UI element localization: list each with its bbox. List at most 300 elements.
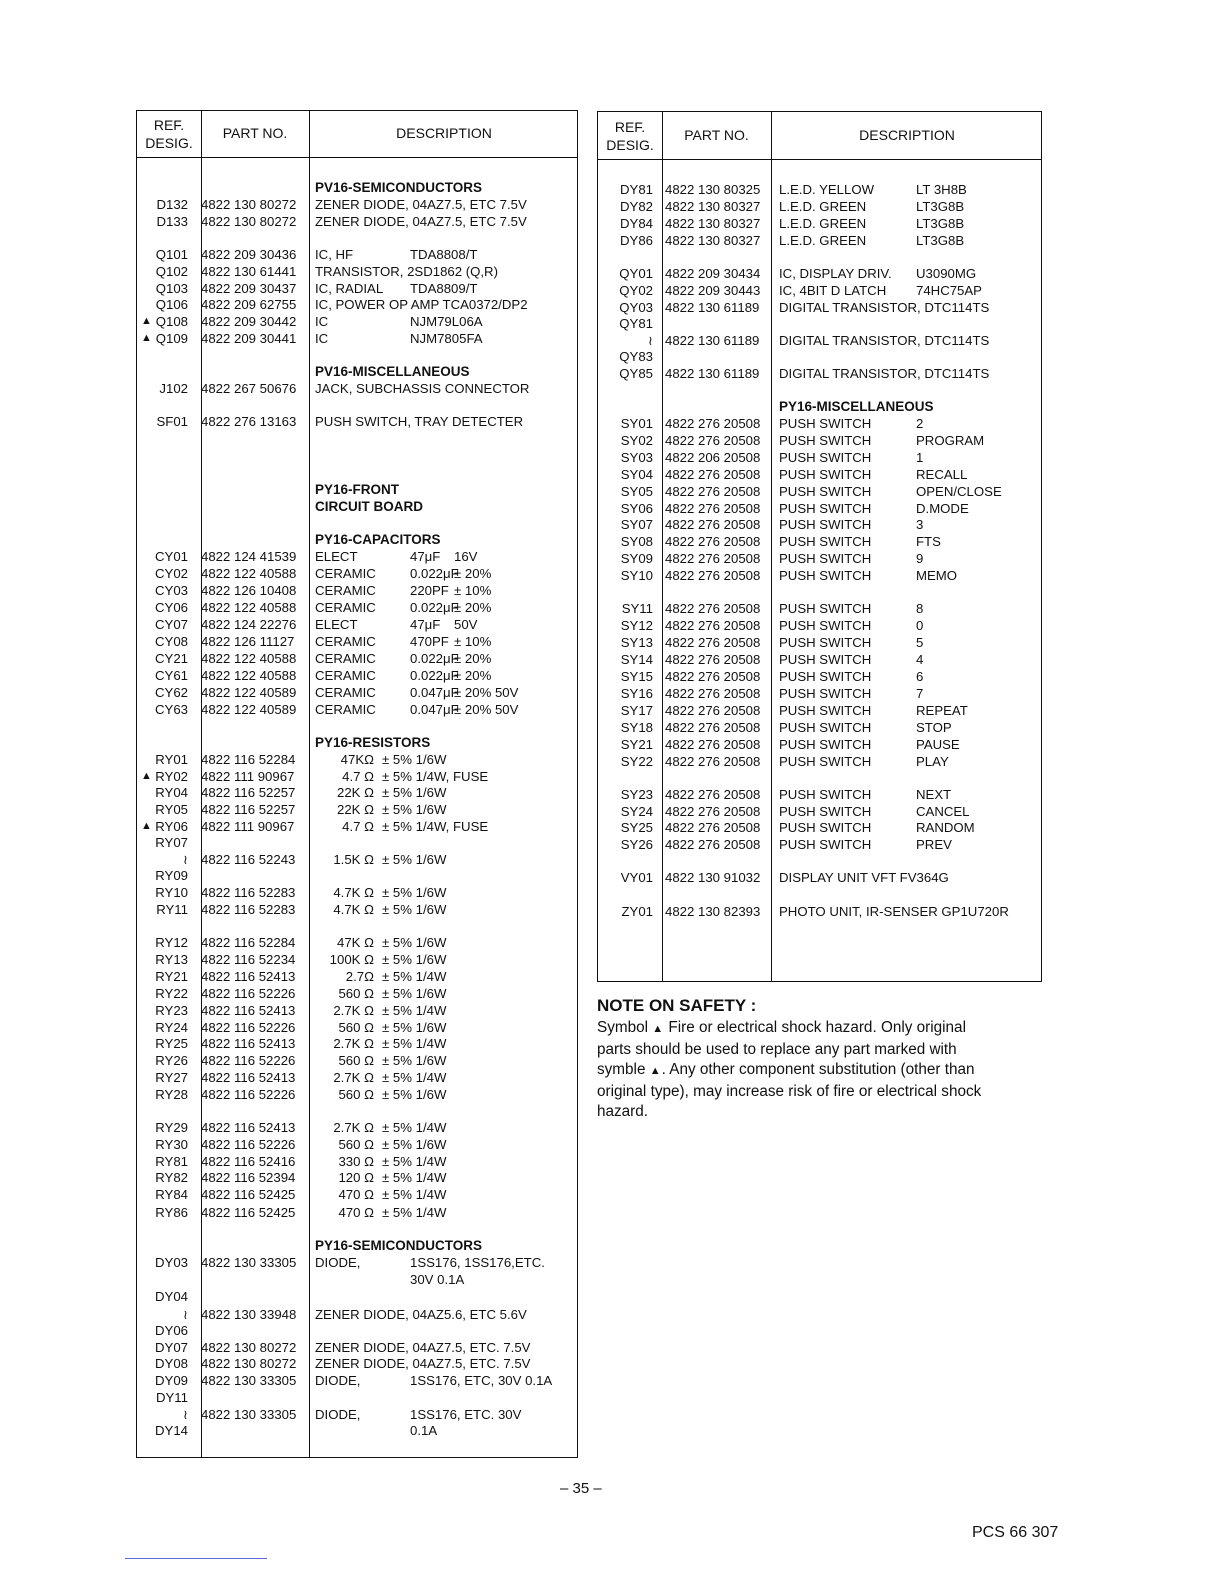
part-number: 4822 122 40588	[201, 600, 297, 615]
note-title: NOTE ON SAFETY :	[597, 996, 757, 1015]
ref-desig: RY21	[155, 969, 188, 984]
part-number: 4822 116 52413	[201, 1070, 296, 1085]
tolerance-rating: ± 5% 1/6W	[382, 852, 447, 867]
tolerance-rating: ± 5% 1/6W	[382, 1137, 447, 1152]
resistance-value: 100K Ω	[329, 952, 374, 967]
resistance-value: 4.7K Ω	[333, 902, 374, 917]
section-title: PY16-CAPACITORS	[315, 532, 441, 547]
header-part-no: PART NO.	[222, 125, 288, 141]
part-number: 4822 130 80272	[201, 214, 297, 229]
ref-desig: ≀	[183, 1307, 188, 1322]
tolerance-rating: ± 5% 1/4W	[382, 1205, 447, 1220]
ref-desig: ≀	[648, 333, 653, 348]
description-value: 1SS176, 1SS176,ETC.	[410, 1255, 545, 1270]
description: L.E.D. YELLOW	[779, 182, 875, 197]
part-number: 4822 116 52413	[201, 969, 296, 984]
ref-desig: DY84	[620, 216, 653, 231]
description-value: 2	[916, 416, 924, 431]
part-number: 4822 276 20508	[665, 686, 761, 701]
part-number: 4822 122 40588	[201, 566, 297, 581]
description: IC	[315, 314, 329, 329]
description-value: TDA8808/T	[410, 247, 478, 262]
description-value: OPEN/CLOSE	[916, 484, 1002, 499]
table-row	[0, 753, 1224, 770]
ref-desig: CY61	[155, 668, 188, 683]
description-value: 0.022μF	[410, 651, 459, 666]
table-row	[0, 265, 1224, 282]
ref-desig: RY23	[155, 1003, 188, 1018]
ref-desig: CY06	[155, 600, 188, 615]
ref-desig: DY81	[620, 182, 653, 197]
description: CERAMIC	[315, 566, 376, 581]
ref-desig: RY09	[155, 868, 188, 883]
resistance-value: 560 Ω	[338, 1137, 374, 1152]
part-number: 4822 130 80327	[665, 216, 761, 231]
description-rating: ± 20%	[454, 600, 492, 615]
description-value: 1SS176, ETC. 30V	[410, 1407, 522, 1422]
tolerance-rating: ± 5% 1/6W	[382, 1020, 447, 1035]
part-number: 4822 116 52257	[201, 802, 296, 817]
table-row	[0, 600, 1224, 617]
description: PUSH SWITCH	[779, 652, 872, 667]
description-value: D.MODE	[916, 501, 969, 516]
table-row	[0, 533, 1224, 550]
table-row	[0, 1355, 1224, 1372]
ref-desig: Q103	[155, 281, 188, 296]
table-row	[0, 567, 1224, 584]
bottom-underline	[125, 1558, 267, 1559]
ref-desig: DY06	[155, 1323, 188, 1338]
section-title: PY16-FRONT	[315, 482, 400, 497]
table-row	[0, 819, 1224, 836]
tolerance-rating: ± 5% 1/4W, FUSE	[382, 769, 489, 784]
ref-desig: QY81	[619, 316, 653, 331]
description: IC, 4BIT D LATCH	[779, 283, 887, 298]
header-part-no: PART NO.	[684, 127, 749, 143]
part-number: 4822 116 52226	[201, 1087, 296, 1102]
ref-desig: DY07	[155, 1340, 188, 1355]
description-value: 0.022μF	[410, 600, 459, 615]
resistance-value: 560 Ω	[338, 1020, 374, 1035]
description: IC	[315, 331, 329, 346]
ref-desig: SY09	[620, 551, 653, 566]
table-row	[0, 365, 1224, 382]
table-row	[0, 181, 1224, 198]
part-number: 4822 116 52413	[201, 1003, 296, 1018]
part-number: 4822 130 80272	[201, 1356, 297, 1371]
table-row	[0, 198, 1224, 215]
description-rating: ± 20%	[454, 566, 492, 581]
ref-desig: RY01	[155, 752, 188, 767]
description: IC, RADIAL	[315, 281, 384, 296]
ref-desig: QY01	[619, 266, 653, 281]
table-row	[0, 550, 1224, 567]
table-row	[0, 668, 1224, 685]
description: PUSH SWITCH	[779, 467, 872, 482]
resistance-value: 470 Ω	[338, 1205, 374, 1220]
ref-desig: SY21	[620, 737, 653, 752]
part-number: 4822 276 20508	[665, 467, 761, 482]
part-number: 4822 276 20508	[665, 501, 761, 516]
description: DISPLAY UNIT VFT FV364G	[779, 870, 949, 885]
part-number: 4822 276 20508	[665, 737, 761, 752]
description-value: 0.1A	[410, 1423, 438, 1438]
description: ZENER DIODE, 04AZ7.5, ETC. 7.5V	[315, 1340, 531, 1355]
resistance-value: 330 Ω	[338, 1154, 374, 1169]
ref-desig: DY08	[155, 1356, 188, 1371]
section-title: PY16-SEMICONDUCTORS	[315, 1238, 483, 1253]
table-row	[0, 1169, 1224, 1186]
part-number: 4822 276 20508	[665, 787, 761, 802]
table-row	[0, 1288, 1224, 1305]
description-value: PROGRAM	[916, 433, 985, 448]
ref-desig: SY26	[620, 837, 653, 852]
table-row	[0, 348, 1224, 365]
description: PUSH SWITCH, TRAY DETECTER	[315, 414, 524, 429]
ref-desig: RY82	[155, 1170, 188, 1185]
part-number: 4822 276 20508	[665, 754, 761, 769]
part-number: 4822 276 20508	[665, 703, 761, 718]
tolerance-rating: ± 5% 1/6W	[382, 902, 447, 917]
table-row	[0, 1271, 1224, 1288]
table-row	[0, 736, 1224, 753]
ref-desig: CY07	[155, 617, 188, 632]
part-number: 4822 209 30434	[665, 266, 761, 281]
part-number: 4822 267 50676	[201, 381, 297, 396]
section-title: PY16-MISCELLANEOUS	[779, 399, 934, 414]
description: PUSH SWITCH	[779, 804, 872, 819]
description: IC, POWER OP AMP TCA0372/DP2	[315, 297, 528, 312]
description: L.E.D. GREEN	[779, 233, 867, 248]
table-row	[0, 232, 1224, 249]
part-number: 4822 130 61441	[201, 264, 297, 279]
tolerance-rating: ± 5% 1/6W	[382, 952, 447, 967]
table-row	[0, 1136, 1224, 1153]
warning-triangle-icon: ▲	[649, 1065, 661, 1077]
table-row	[0, 500, 1224, 517]
part-number: 4822 130 82393	[665, 904, 761, 919]
part-number: 4822 130 61189	[665, 300, 760, 315]
resistance-value: 470 Ω	[338, 1187, 374, 1202]
description-value: NEXT	[916, 787, 952, 802]
part-number: 4822 209 30442	[201, 314, 297, 329]
resistance-value: 22K Ω	[337, 802, 374, 817]
ref-desig: RY22	[155, 986, 188, 1001]
description-value: RANDOM	[916, 820, 975, 835]
description: DIODE,	[315, 1373, 361, 1388]
description: PUSH SWITCH	[779, 551, 872, 566]
ref-desig: RY06	[155, 819, 188, 834]
description-value: 1SS176, ETC, 30V 0.1A	[410, 1373, 553, 1388]
section-title: PV16-MISCELLANEOUS	[315, 364, 470, 379]
warning-triangle-icon: ▲	[652, 1023, 664, 1035]
ref-desig: CY01	[155, 549, 188, 564]
description-value: 0.022μF	[410, 668, 459, 683]
description: PUSH SWITCH	[779, 534, 872, 549]
part-number: 4822 276 20508	[665, 433, 761, 448]
ref-desig: CY03	[155, 583, 188, 598]
description: PUSH SWITCH	[779, 820, 872, 835]
description: DIGITAL TRANSISTOR, DTC114TS	[779, 333, 990, 348]
part-number: 4822 116 52234	[201, 952, 296, 967]
table-row	[0, 1254, 1224, 1271]
description-value: 47μF	[410, 549, 441, 564]
table-row	[0, 1372, 1224, 1389]
table-row	[0, 1422, 1224, 1439]
description-value: LT 3H8B	[916, 182, 967, 197]
ref-desig: RY11	[156, 902, 188, 917]
tolerance-rating: ± 5% 1/4W, FUSE	[382, 819, 489, 834]
section-title: CIRCUIT BOARD	[315, 499, 423, 514]
ref-desig: ≀	[183, 852, 188, 867]
part-number: 4822 276 20508	[665, 618, 761, 633]
ref-desig: SY03	[620, 450, 653, 465]
part-number: 4822 130 33305	[201, 1255, 297, 1270]
description-value: 0	[916, 618, 924, 633]
description: DIODE,	[315, 1407, 361, 1422]
description-value: CANCEL	[916, 804, 970, 819]
part-number: 4822 130 33305	[201, 1407, 297, 1422]
ref-desig: SY18	[620, 720, 653, 735]
ref-desig: SY10	[620, 568, 653, 583]
ref-desig: SY22	[620, 754, 653, 769]
description: CERAMIC	[315, 685, 376, 700]
resistance-value: 2.7K Ω	[333, 1003, 374, 1018]
part-number: 4822 116 52226	[201, 1053, 296, 1068]
ref-desig: SY14	[620, 652, 653, 667]
part-number: 4822 130 80327	[665, 233, 761, 248]
ref-desig: DY09	[155, 1373, 188, 1388]
description-value: LT3G8B	[916, 216, 965, 231]
part-number: 4822 126 11127	[201, 634, 295, 649]
description: PUSH SWITCH	[779, 484, 872, 499]
part-number: 4822 122 40589	[201, 702, 297, 717]
part-number: 4822 116 52425	[201, 1187, 296, 1202]
resistance-value: 4.7K Ω	[333, 885, 374, 900]
description: PUSH SWITCH	[779, 501, 872, 516]
ref-desig: D132	[156, 197, 188, 212]
table-row	[0, 449, 1224, 466]
ref-desig: RY26	[155, 1053, 188, 1068]
ref-desig: RY25	[155, 1036, 188, 1051]
ref-desig: QY03	[619, 300, 653, 315]
section-title: PY16-RESISTORS	[315, 735, 431, 750]
description: DIODE,	[315, 1255, 361, 1270]
description: PHOTO UNIT, IR-SENSER GP1U720R	[779, 904, 1009, 919]
description: ELECT	[315, 617, 358, 632]
part-number: 4822 276 13163	[201, 414, 297, 429]
resistance-value: 560 Ω	[338, 1087, 374, 1102]
resistance-value: 560 Ω	[338, 986, 374, 1001]
resistance-value: 47K Ω	[337, 935, 374, 950]
part-number: 4822 130 91032	[665, 870, 761, 885]
ref-desig: SY12	[620, 618, 653, 633]
resistance-value: 22K Ω	[337, 785, 374, 800]
description-rating: ± 20% 50V	[454, 685, 519, 700]
description: PUSH SWITCH	[779, 737, 872, 752]
tolerance-rating: ± 5% 1/6W	[382, 885, 447, 900]
table-row	[0, 516, 1224, 533]
ref-desig: RY24	[155, 1020, 188, 1035]
description: ZENER DIODE, 04AZ5.6, ETC 5.6V	[315, 1307, 527, 1322]
resistance-value: 2.7K Ω	[333, 1070, 374, 1085]
part-number: 4822 122 40589	[201, 685, 297, 700]
ref-desig: RY02	[155, 769, 188, 784]
header-description: DESCRIPTION	[859, 127, 955, 143]
resistance-value: 2.7Ω	[345, 969, 374, 984]
table-row	[0, 786, 1224, 803]
part-number: 4822 130 33948	[201, 1307, 297, 1322]
table-row	[0, 483, 1224, 500]
description: IC, HF	[315, 247, 354, 262]
description-rating: ± 20% 50V	[454, 702, 519, 717]
page-number: – 35 –	[560, 1480, 602, 1497]
header-divider	[137, 157, 577, 158]
part-number: 4822 209 30443	[665, 283, 761, 298]
part-number: 4822 130 80272	[201, 197, 297, 212]
description-value: 0.047μF	[410, 702, 459, 717]
tolerance-rating: ± 5% 1/4W	[382, 1170, 447, 1185]
section-heading	[0, 1237, 1224, 1254]
ref-desig: SY25	[620, 820, 653, 835]
resistance-value: 2.7K Ω	[333, 1120, 374, 1135]
description-value: STOP	[916, 720, 952, 735]
ref-desig: QY83	[619, 349, 653, 364]
table-row	[0, 1204, 1224, 1221]
description: ZENER DIODE, 04AZ7.5, ETC 7.5V	[315, 214, 527, 229]
part-number: 4822 116 52425	[201, 1205, 296, 1220]
part-number: 4822 276 20508	[665, 669, 761, 684]
warning-triangle-icon: ▲	[141, 315, 152, 327]
note-body: Symbol ▲ Fire or electrical shock hazard. Only original parts should be used to replace any part marked with symble ▲. Any other component substitution (other than original type), may increase risk of fire or electrical shock hazard.	[597, 1019, 982, 1120]
ref-desig: RY13	[155, 952, 188, 967]
description-value: 5	[916, 635, 924, 650]
description: CERAMIC	[315, 634, 376, 649]
description-rating: ± 10%	[454, 583, 492, 598]
ref-desig: SY08	[620, 534, 653, 549]
header-description: DESCRIPTION	[396, 125, 492, 141]
ref-desig: SY04	[620, 467, 653, 482]
table-row	[0, 282, 1224, 299]
warning-triangle-icon: ▲	[141, 332, 152, 344]
table-row	[0, 803, 1224, 820]
part-number: 4822 116 52283	[201, 902, 296, 917]
description: CERAMIC	[315, 668, 376, 683]
description-value: TDA8809/T	[410, 281, 478, 296]
part-number: 4822 116 52257	[201, 785, 296, 800]
table-row	[0, 617, 1224, 634]
ref-desig: RY27	[155, 1070, 188, 1085]
header-ref-desig: REF. DESIG.	[145, 117, 193, 151]
description-value: 9	[916, 551, 924, 566]
description: PUSH SWITCH	[779, 754, 872, 769]
part-number: 4822 276 20508	[665, 568, 761, 583]
resistance-value: 1.5K Ω	[333, 852, 374, 867]
resistance-value: 4.7 Ω	[342, 819, 374, 834]
description-value: 3	[916, 517, 924, 532]
part-number: 4822 124 22276	[201, 617, 297, 632]
part-number: 4822 276 20508	[665, 720, 761, 735]
description-value: 8	[916, 601, 924, 616]
ref-desig: DY03	[155, 1255, 188, 1270]
ref-desig: SY02	[620, 433, 653, 448]
description: PUSH SWITCH	[779, 837, 872, 852]
table-row	[0, 1186, 1224, 1203]
part-number: 4822 206 20508	[665, 450, 761, 465]
description: PUSH SWITCH	[779, 618, 872, 633]
description-value: 7	[916, 686, 924, 701]
description: PUSH SWITCH	[779, 720, 872, 735]
part-number: 4822 276 20508	[665, 820, 761, 835]
description-rating: 50V	[454, 617, 478, 632]
description: PUSH SWITCH	[779, 635, 872, 650]
table-row	[0, 719, 1224, 736]
description: TRANSISTOR, 2SD1862 (Q,R)	[315, 264, 498, 279]
ref-desig: QY85	[619, 366, 653, 381]
ref-desig: DY82	[620, 199, 653, 214]
ref-desig: ≀	[183, 1407, 188, 1422]
part-number: 4822 130 33305	[201, 1373, 297, 1388]
description-value: LT3G8B	[916, 233, 965, 248]
part-number: 4822 116 52226	[201, 1137, 296, 1152]
table-row	[0, 415, 1224, 432]
part-number: 4822 111 90967	[201, 819, 295, 834]
description: PUSH SWITCH	[779, 686, 872, 701]
description: L.E.D. GREEN	[779, 199, 867, 214]
ref-desig: DY86	[620, 233, 653, 248]
part-number: 4822 130 80272	[201, 1340, 297, 1355]
description: CERAMIC	[315, 651, 376, 666]
description-value: 6	[916, 669, 924, 684]
ref-desig: SY07	[620, 517, 653, 532]
header-divider	[598, 159, 1041, 160]
description: IC, DISPLAY DRIV.	[779, 266, 892, 281]
description-rating: ± 10%	[454, 634, 492, 649]
description-rating: ± 20%	[454, 668, 492, 683]
part-number: 4822 276 20508	[665, 517, 761, 532]
ref-desig: ZY01	[621, 904, 653, 919]
ref-desig: Q109	[155, 331, 188, 346]
tolerance-rating: ± 5% 1/4W	[382, 969, 447, 984]
resistance-value: 47KΩ	[340, 752, 374, 767]
ref-desig: Q106	[155, 297, 188, 312]
ref-desig: VY01	[620, 870, 653, 885]
part-number: 4822 122 40588	[201, 668, 297, 683]
table-row	[0, 1153, 1224, 1170]
tolerance-rating: ± 5% 1/4W	[382, 1187, 447, 1202]
description-value: RECALL	[916, 467, 968, 482]
header-ref-desig: REF. DESIG.	[606, 119, 654, 153]
ref-desig: DY11	[155, 1390, 188, 1405]
description-value: PLAY	[916, 754, 949, 769]
ref-desig: SY17	[620, 703, 653, 718]
ref-desig: SY11	[621, 601, 653, 616]
ref-desig: RY10	[155, 885, 188, 900]
ref-desig: SY16	[620, 686, 653, 701]
ref-desig: DY14	[155, 1423, 188, 1438]
part-number: 4822 116 52283	[201, 885, 296, 900]
description: ZENER DIODE, 04AZ7.5, ETC 7.5V	[315, 197, 527, 212]
part-number: 4822 130 61189	[665, 366, 760, 381]
ref-desig: SY01	[620, 416, 653, 431]
ref-desig: CY62	[155, 685, 188, 700]
description-value: NJM7805FA	[410, 331, 483, 346]
document-code: PCS 66 307	[972, 1524, 1059, 1541]
part-number: 4822 124 41539	[201, 549, 297, 564]
ref-desig: CY21	[155, 651, 188, 666]
ref-desig: RY81	[155, 1154, 188, 1169]
description: DIGITAL TRANSISTOR, DTC114TS	[779, 300, 990, 315]
